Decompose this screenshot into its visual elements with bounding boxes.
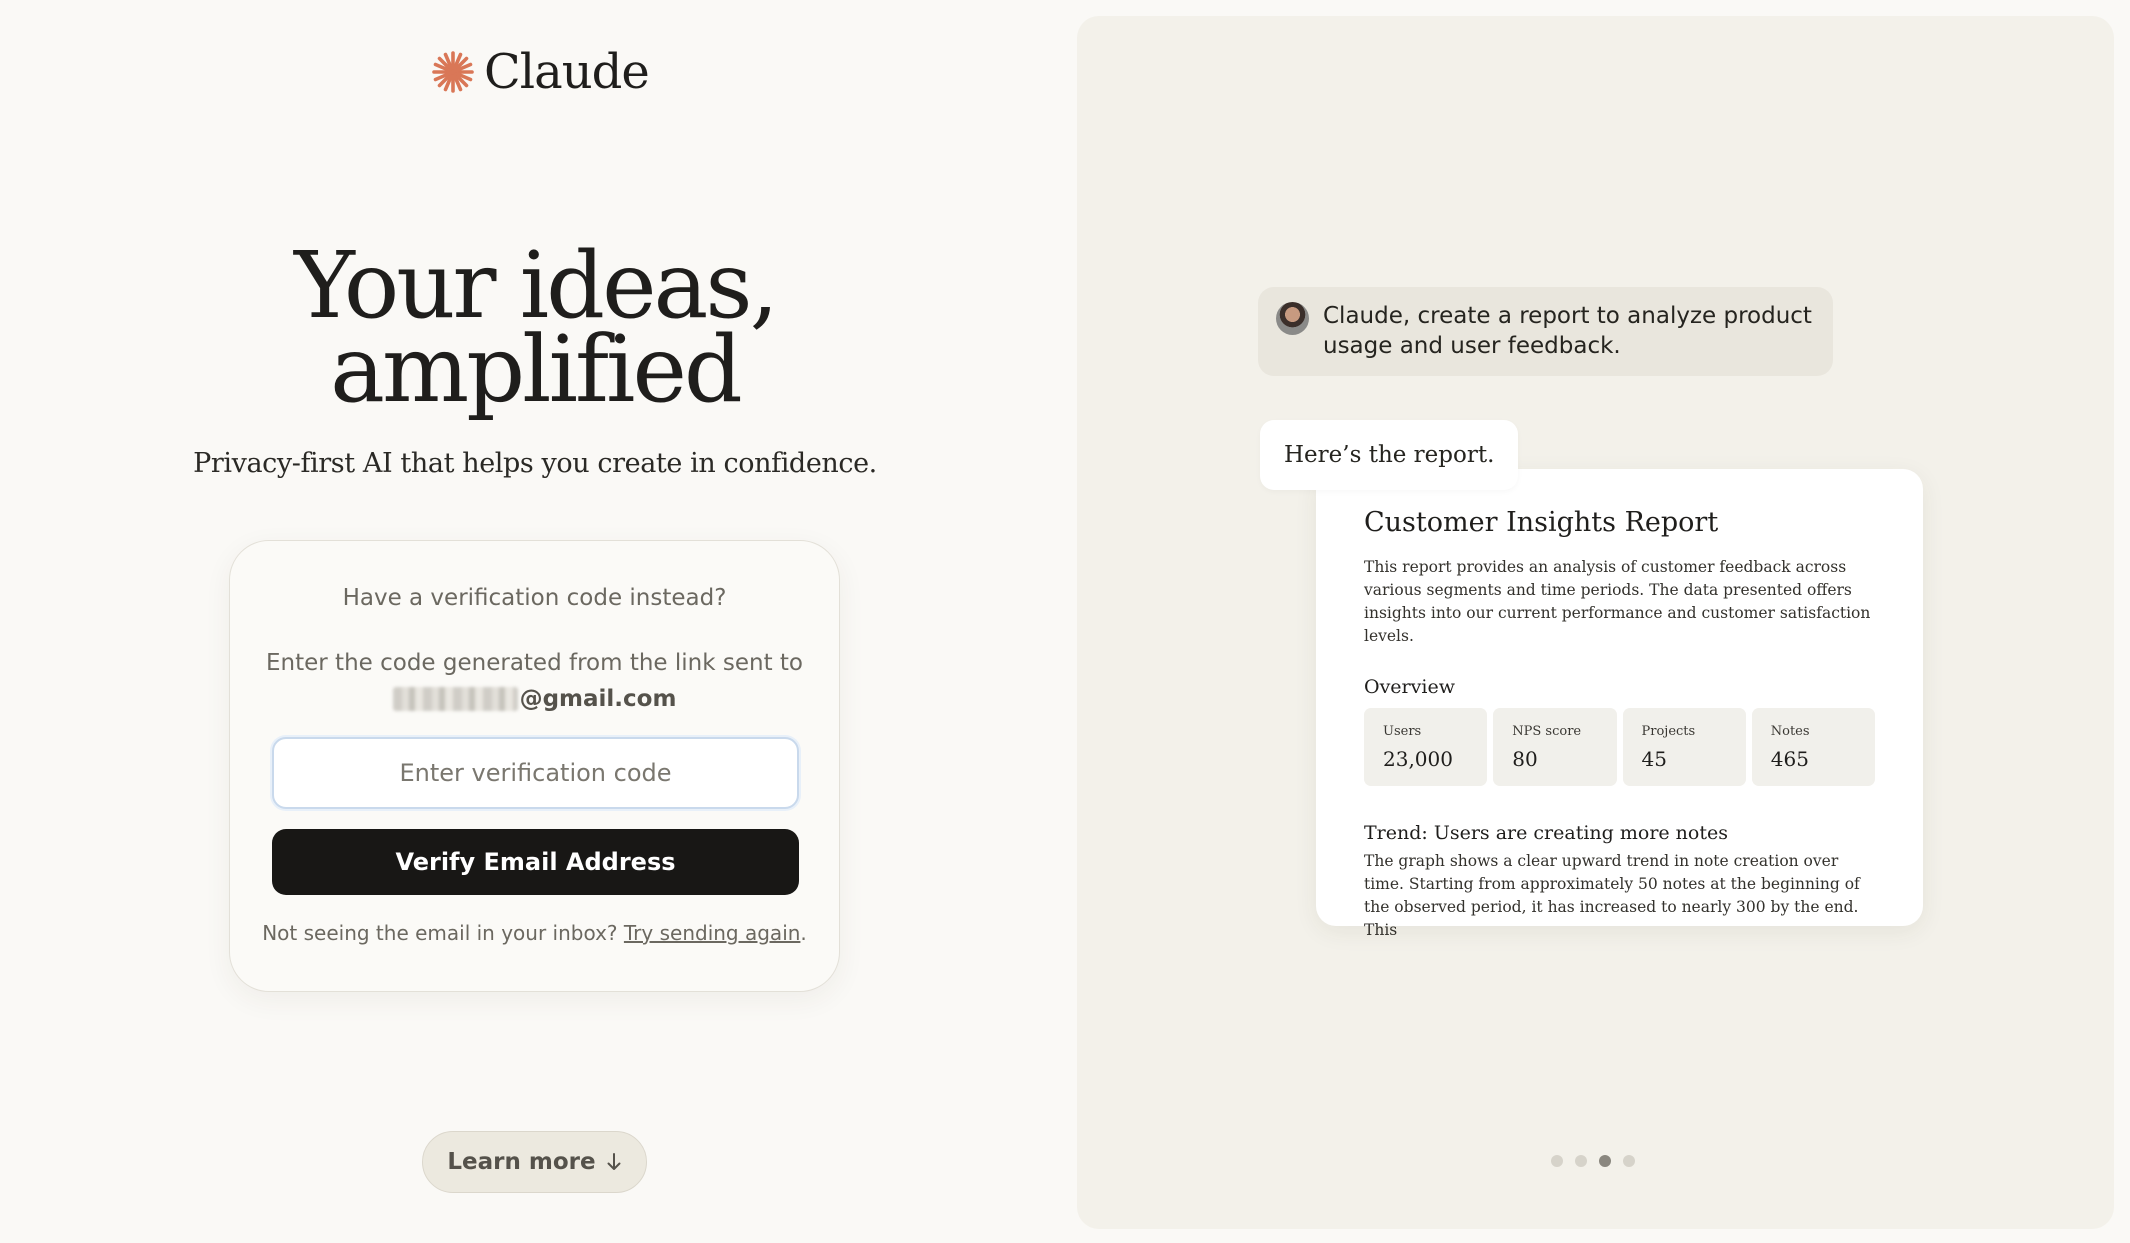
stat-label: Users	[1383, 724, 1422, 739]
stats-row	[1364, 708, 1875, 786]
headline-line-2: amplified	[330, 316, 740, 423]
verification-code-input[interactable]	[272, 737, 799, 809]
report-overview-heading: Overview	[1364, 676, 1455, 698]
resend-suffix: .	[800, 921, 807, 945]
verification-question: Have a verification code instead?	[342, 585, 727, 611]
stat-value: 80	[1512, 747, 1538, 771]
headline-line-1: Your ideas,	[294, 232, 776, 339]
stat-value: 23,000	[1383, 747, 1453, 771]
page-title	[0, 232, 1070, 423]
arrow-down-icon	[606, 1152, 622, 1172]
page-subtitle: Privacy-first AI that helps you create in confidence.	[193, 448, 877, 479]
avatar	[1276, 302, 1309, 335]
claude-starburst-icon	[430, 49, 476, 95]
stat-card-notes	[1752, 708, 1875, 786]
trend-heading: Trend: Users are creating more notes	[1364, 822, 1728, 844]
user-message-text: Claude, create a report to analyze product usage and user feedback.	[1323, 303, 1812, 359]
resend-row	[230, 921, 839, 945]
report-artifact	[1316, 469, 1923, 939]
showcase-panel	[1077, 16, 2114, 1229]
trend-text: The graph shows a clear upward trend in note creation over time. Starting from approximately 50 notes at the beginning of the observed period, it has increased to nearly 300 by the end. This	[1364, 852, 1860, 939]
assistant-reply-bubble: Here’s the report.	[1260, 420, 1518, 490]
stat-label: Notes	[1770, 724, 1810, 739]
stat-value: 45	[1641, 747, 1667, 771]
carousel-dot[interactable]	[1575, 1155, 1587, 1167]
stat-card-nps	[1493, 708, 1616, 786]
report-title: Customer Insights Report	[1364, 507, 1719, 538]
masked-email	[230, 681, 839, 717]
stat-label: NPS score	[1512, 724, 1582, 739]
carousel-dot[interactable]	[1551, 1155, 1563, 1167]
stat-label: Projects	[1641, 724, 1696, 739]
carousel-dots	[1551, 1155, 1635, 1167]
brand-name: Claude	[484, 44, 649, 100]
report-intro: This report provides an analysis of customer feedback across various segments and time periods. The data presented offers insights into our current performance and customer satisfaction levels.	[1364, 558, 1871, 645]
verification-card	[229, 540, 840, 992]
verification-instructions: Enter the code generated from the link sent to	[266, 650, 803, 676]
learn-more-button[interactable]	[422, 1131, 647, 1193]
user-message-bubble	[1258, 287, 1833, 376]
resend-prompt: Not seeing the email in your inbox?	[262, 921, 618, 945]
brand-logo[interactable]	[430, 44, 649, 100]
stat-card-users	[1364, 708, 1487, 786]
carousel-dot-active[interactable]	[1599, 1155, 1611, 1167]
learn-more-label: Learn more	[447, 1149, 596, 1175]
email-domain: @gmail.com	[519, 686, 677, 712]
try-sending-again-link[interactable]: Try sending again	[623, 921, 801, 945]
verification-description	[230, 645, 839, 717]
redacted-email-user	[393, 687, 518, 711]
carousel-dot[interactable]	[1623, 1155, 1635, 1167]
stat-card-projects	[1623, 708, 1746, 786]
verify-email-button[interactable]: Verify Email Address	[272, 829, 799, 895]
stat-value: 465	[1770, 747, 1809, 771]
